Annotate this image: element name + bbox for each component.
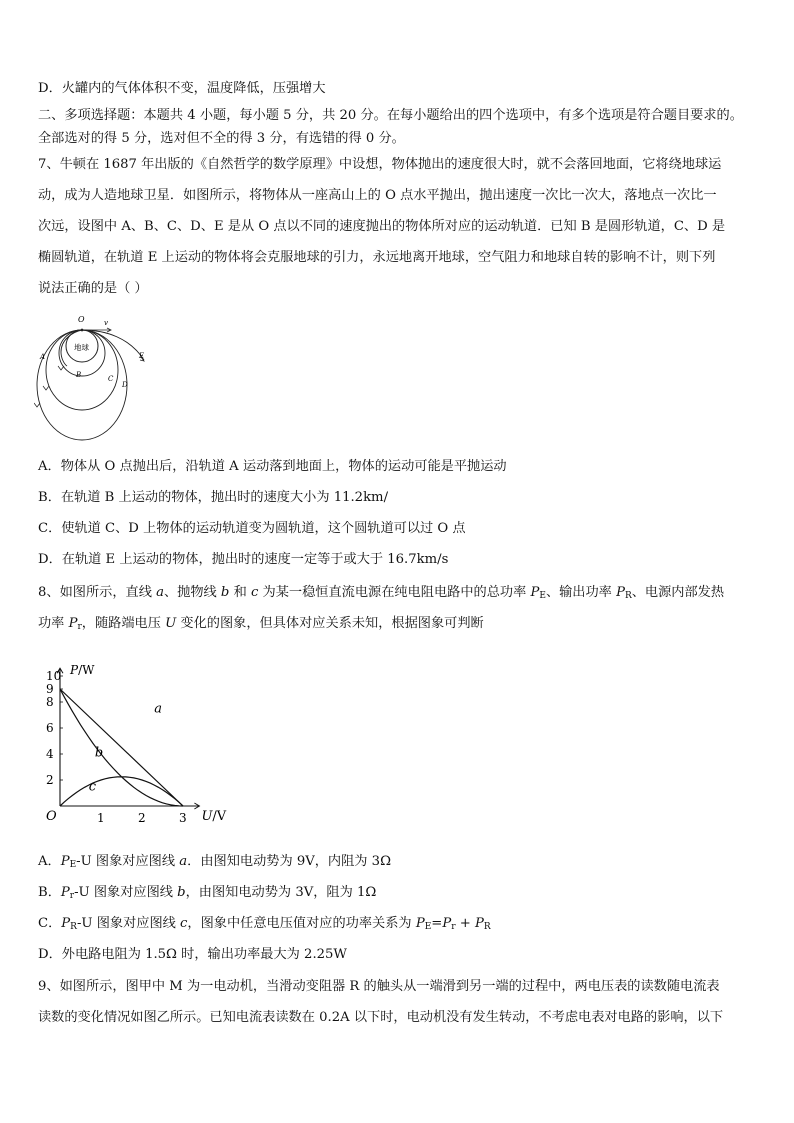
point-o-label: O xyxy=(78,315,85,324)
series-c-label: c xyxy=(88,779,96,795)
q7-stem-line: 椭圆轨道，在轨道 E 上运动的物体将会克服地球的引力，永远地离开地球，空气阻力和地球自转的影响不计，则下列 xyxy=(38,250,716,265)
q8-option-c: C．$P_R-U$ 图象对应图线 c，图象中任意电压值对应的功率关系为 $P_E=P_r + P_R$ xyxy=(38,916,491,932)
orbit-c xyxy=(46,330,118,410)
orbit-label-d: D xyxy=(122,381,128,389)
q7-stem-line: 说法正确的是（ ） xyxy=(38,281,148,296)
orbit-arrow xyxy=(43,386,49,390)
q6-option-d: D．火罐内的气体体积不变，温度降低，压强增大 xyxy=(38,81,326,96)
series-b-label: b xyxy=(94,745,104,761)
orbit-figure xyxy=(34,308,164,444)
x-tick-label: 2 xyxy=(138,811,146,825)
section2-header-line1: 二、多项选择题：本题共 4 小题，每小题 5 分，共 20 分。在每小题给出的四个选项中，有多个选项是符合题目要求的。 xyxy=(38,108,743,123)
q7-option-b: B．在轨道 B 上运动的物体，抛出时的速度大小为 11.2km/ xyxy=(38,490,389,505)
y-tick-label: 2 xyxy=(46,773,54,787)
q8-stem-line2: 功率 $P_r$，随路端电压 U 变化的图象，但具体对应关系未知，根据图象可判断 xyxy=(38,616,484,632)
y-tick-label: 8 xyxy=(46,695,54,709)
q7-stem-line: 7、牛顿在 1687 年出版的《自然哲学的数学原理》中设想，物体抛出的速度很大时，就不会落回地面，它将绕地球运 xyxy=(38,157,722,172)
series-a-line xyxy=(60,689,183,806)
y-tick-label: 4 xyxy=(46,747,54,761)
q9-stem-line: 读数的变化情况如图乙所示。已知电流表读数在 0.2A 以下时，电动机没有发生转动，不考虑电表对电路的影响，以下 xyxy=(38,1010,724,1025)
power-voltage-chart xyxy=(36,648,248,836)
y-tick-label: 10 xyxy=(46,669,62,683)
orbit-label-b: B xyxy=(76,371,82,379)
orbit-b xyxy=(59,330,105,376)
q9-stem-line: 9、如图所示，图甲中 M 为一电动机，当滑动变阻器 R 的触头从一端滑到另一端的过程中，两电压表的读数随电流表 xyxy=(38,979,720,994)
q7-stem-line: 次远，设图中 A、B、C、D、E 是从 O 点以不同的速度抛出的物体所对应的运动轨道．已知 B 是圆形轨道，C、D 是 xyxy=(38,219,726,234)
q7-stem-line: 动，成为人造地球卫星．如图所示，将物体从一座高山上的 O 点水平抛出，抛出速度一次比一次大，落地点一次比一 xyxy=(38,188,717,203)
q7-option-a: A．物体从 O 点抛出后，沿轨道 A 运动落到地面上，物体的运动可能是平抛运动 xyxy=(38,459,507,474)
velocity-label: v xyxy=(104,319,108,327)
orbit-label-e: E xyxy=(139,352,145,360)
q8-stem-line1: 8、如图所示，直线 a、抛物线 b 和 c 为某一稳恒直流电源在纯电阻电路中的总功率 $P_E$、输出功率 $P_R$、电源内部发热 xyxy=(38,585,725,601)
q8-option-a: A．$P_E-U$ 图象对应图线 a．由图知电动势为 9V，内阻为 3Ω xyxy=(38,854,392,870)
x-tick-label: 1 xyxy=(97,811,105,825)
series-a-label: a xyxy=(154,701,163,717)
orbit-label-a: A xyxy=(40,353,46,361)
earth-label: 地球 xyxy=(74,343,89,352)
section2-header-line2: 全部选对的得 5 分，选对但不全的得 3 分，有选错的得 0 分。 xyxy=(38,131,405,146)
chart-layer xyxy=(46,663,227,825)
series-c-line xyxy=(60,777,183,806)
x-tick-label: 3 xyxy=(179,811,187,825)
q7-option-d: D．在轨道 E 上运动的物体，抛出时的速度一定等于或大于 16.7km/s xyxy=(38,552,449,567)
q8-option-b: B．$P_r-U$ 图象对应图线 b，由图知电动势为 3V，阻为 1Ω xyxy=(38,885,377,901)
q8-option-d: D．外电路电阻为 1.5Ω 时，输出功率最大为 2.25W xyxy=(38,947,347,962)
x-tick-label: O xyxy=(46,809,57,824)
q7-option-c: C．使轨道 C、D 上物体的运动轨道变为圆轨道，这个圆轨道可以过 O 点 xyxy=(38,521,466,536)
x-axis-label: U/V xyxy=(201,809,227,824)
y-tick-label: 6 xyxy=(46,721,54,735)
orbit-label-c: C xyxy=(108,375,114,383)
y-axis-label: P/W xyxy=(70,663,95,678)
y-tick-label: 9 xyxy=(46,682,54,696)
